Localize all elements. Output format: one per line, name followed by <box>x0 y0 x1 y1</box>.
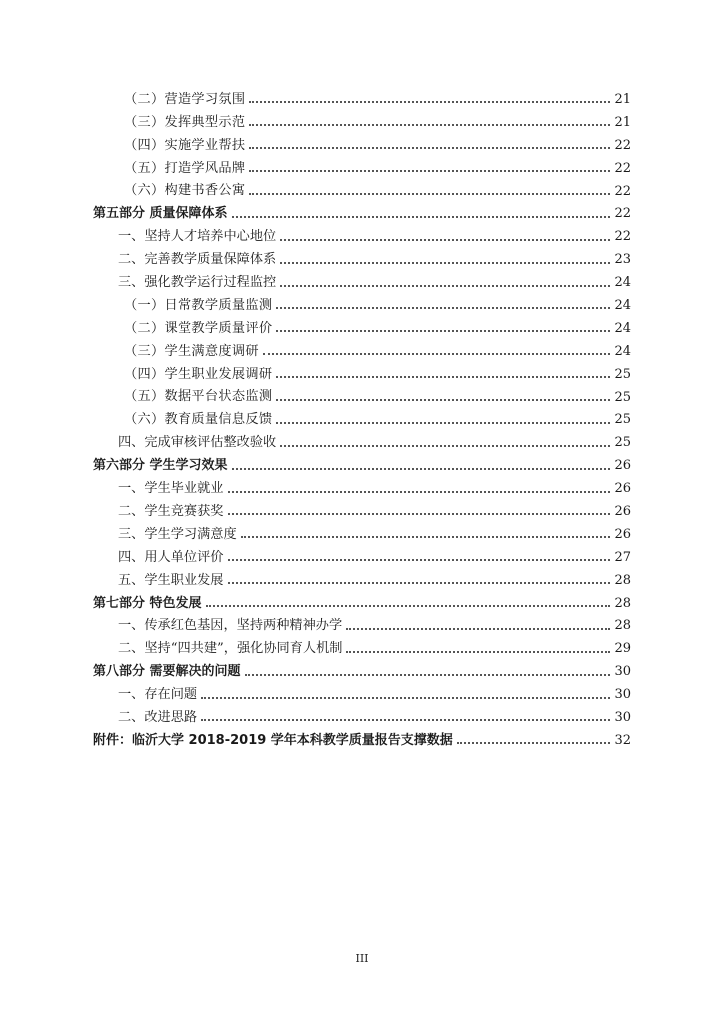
toc-entry-title: 四、完成审核评估整改验收 <box>118 435 277 451</box>
dot-leader <box>280 275 610 287</box>
dot-leader <box>457 732 610 744</box>
dot-leader <box>249 114 610 126</box>
toc-entry-title: （五）数据平台状态监测 <box>124 389 273 405</box>
toc-entry-title: （六）教育质量信息反馈 <box>124 412 273 428</box>
toc-entry-title: 三、学生学习满意度 <box>118 526 237 542</box>
toc-entry-page: 25 <box>614 366 631 382</box>
dot-leader <box>201 687 610 699</box>
dot-leader <box>249 91 610 103</box>
dot-leader <box>206 595 610 607</box>
toc-entry-page: 26 <box>614 458 631 474</box>
toc-entry-page: 30 <box>614 709 631 725</box>
toc-entry-page: 21 <box>614 114 631 130</box>
toc-entry[interactable] <box>0 88 724 111</box>
toc-entry[interactable] <box>0 340 724 363</box>
dot-leader <box>228 549 611 561</box>
page-number: III <box>355 952 369 965</box>
toc-entry-title: 一、传承红色基因，坚持两种精神办学 <box>118 618 343 634</box>
toc-entry-page: 24 <box>614 275 631 291</box>
toc-entry-page: 26 <box>614 503 631 519</box>
toc-entry-page: 24 <box>614 343 631 359</box>
toc-entry[interactable] <box>0 408 724 431</box>
toc-entry-title: 五、学生职业发展 <box>118 572 224 588</box>
toc-entry-title: 二、改进思路 <box>118 709 198 725</box>
toc-entry-page: 21 <box>614 91 631 107</box>
toc-entry[interactable] <box>0 363 724 386</box>
toc-entry-title: 一、学生毕业就业 <box>118 480 224 496</box>
toc-entry-title: 一、坚持人才培养中心地位 <box>118 229 277 245</box>
dot-leader <box>232 206 610 218</box>
toc-entry-page: 25 <box>614 435 631 451</box>
toc-entry[interactable] <box>0 614 724 637</box>
toc-entry-page: 25 <box>614 389 631 405</box>
dot-leader <box>346 641 610 653</box>
toc-entry-page: 22 <box>614 183 631 199</box>
toc-entry[interactable] <box>0 294 724 317</box>
toc-entry[interactable] <box>0 683 724 706</box>
toc-entry[interactable] <box>0 431 724 454</box>
toc-entry-page: 29 <box>614 641 631 657</box>
toc-entry-page: 30 <box>614 687 631 703</box>
dot-leader <box>228 481 611 493</box>
toc-entry[interactable] <box>0 180 724 203</box>
dot-leader <box>249 137 610 149</box>
toc-entry-page: 24 <box>614 297 631 313</box>
dot-leader <box>232 458 610 470</box>
toc-entry-page: 27 <box>614 549 631 565</box>
dot-leader <box>276 412 610 424</box>
toc-entry-title: 附件：临沂大学 2018-2019 学年本科教学质量报告支撑数据 <box>93 732 453 748</box>
toc-entry[interactable] <box>0 248 724 271</box>
toc-entry-title: （二）营造学习氛围 <box>124 91 246 107</box>
dot-leader <box>249 160 610 172</box>
toc-entry-title: 一、存在问题 <box>118 687 198 702</box>
toc-section-entry[interactable] <box>0 660 724 683</box>
dot-leader <box>276 366 610 378</box>
toc-entry-title: （三）学生满意度调研 <box>124 343 259 359</box>
dot-leader <box>280 252 610 264</box>
toc-entry-title: （三）发挥典型示范 <box>124 114 246 130</box>
toc-entry[interactable] <box>0 637 724 660</box>
toc-entry-title: （四）实施学业帮扶 <box>124 137 246 153</box>
dot-leader <box>249 183 610 195</box>
toc-entry-title: 二、坚持“四共建”，强化协同育人机制 <box>118 641 343 657</box>
toc-entry-title: （四）学生职业发展调研 <box>124 366 273 382</box>
table-of-contents <box>0 88 724 752</box>
toc-entry-page: 30 <box>614 664 631 680</box>
toc-entry-page: 22 <box>614 229 631 245</box>
toc-entry-title: 第八部分 需要解决的问题 <box>93 664 241 680</box>
toc-entry-page: 28 <box>614 595 631 611</box>
toc-entry-title: 二、学生竞赛获奖 <box>118 503 224 519</box>
toc-entry[interactable] <box>0 386 724 409</box>
dot-leader <box>241 526 610 538</box>
toc-entry[interactable] <box>0 111 724 134</box>
toc-entry-title: 三、强化教学运行过程监控 <box>118 274 277 290</box>
dot-leader <box>245 664 610 676</box>
toc-section-entry[interactable] <box>0 454 724 477</box>
toc-section-entry[interactable] <box>0 202 724 225</box>
toc-entry[interactable] <box>0 477 724 500</box>
dot-leader <box>228 503 611 515</box>
toc-section-entry[interactable] <box>0 729 724 752</box>
dot-leader <box>280 435 610 447</box>
toc-entry-title: 第六部分 学生学习效果 <box>93 458 228 474</box>
toc-entry-title: 第七部分 特色发展 <box>93 595 202 611</box>
dot-leader <box>263 343 610 355</box>
toc-entry[interactable] <box>0 134 724 157</box>
dot-leader <box>201 709 610 721</box>
toc-entry[interactable] <box>0 271 724 294</box>
toc-entry[interactable] <box>0 317 724 340</box>
toc-entry-page: 25 <box>614 412 631 428</box>
toc-entry-title: （六）构建书香公寓 <box>124 183 246 199</box>
toc-entry[interactable] <box>0 706 724 729</box>
toc-entry-title: 四、用人单位评价 <box>118 549 224 565</box>
dot-leader <box>280 229 610 241</box>
toc-entry-page: 26 <box>614 481 631 497</box>
toc-entry-title: 二、完善教学质量保障体系 <box>118 252 277 268</box>
toc-entry-page: 32 <box>614 732 631 748</box>
toc-section-entry[interactable] <box>0 592 724 615</box>
toc-entry-title: 第五部分 质量保障体系 <box>93 206 228 222</box>
toc-entry-page: 22 <box>614 160 631 176</box>
toc-entry-page: 26 <box>614 526 631 542</box>
toc-entry-page: 24 <box>614 320 631 336</box>
dot-leader <box>346 618 610 630</box>
toc-entry-title: （一）日常教学质量监测 <box>124 297 273 313</box>
toc-entry-page: 28 <box>614 618 631 634</box>
toc-entry-page: 22 <box>614 137 631 153</box>
toc-entry-title: （二）课堂教学质量评价 <box>124 320 273 336</box>
toc-entry[interactable] <box>0 523 724 546</box>
dot-leader <box>276 389 610 401</box>
toc-entry[interactable] <box>0 546 724 569</box>
dot-leader <box>276 297 610 309</box>
dot-leader <box>228 572 611 584</box>
toc-entry[interactable] <box>0 225 724 248</box>
toc-entry[interactable] <box>0 157 724 180</box>
toc-entry-title: （五）打造学风品牌 <box>124 160 246 176</box>
toc-entry-page: 23 <box>614 252 631 268</box>
dot-leader <box>276 320 610 332</box>
toc-entry[interactable] <box>0 500 724 523</box>
toc-entry-page: 22 <box>614 206 631 222</box>
toc-entry-page: 28 <box>614 572 631 588</box>
toc-entry[interactable] <box>0 569 724 592</box>
